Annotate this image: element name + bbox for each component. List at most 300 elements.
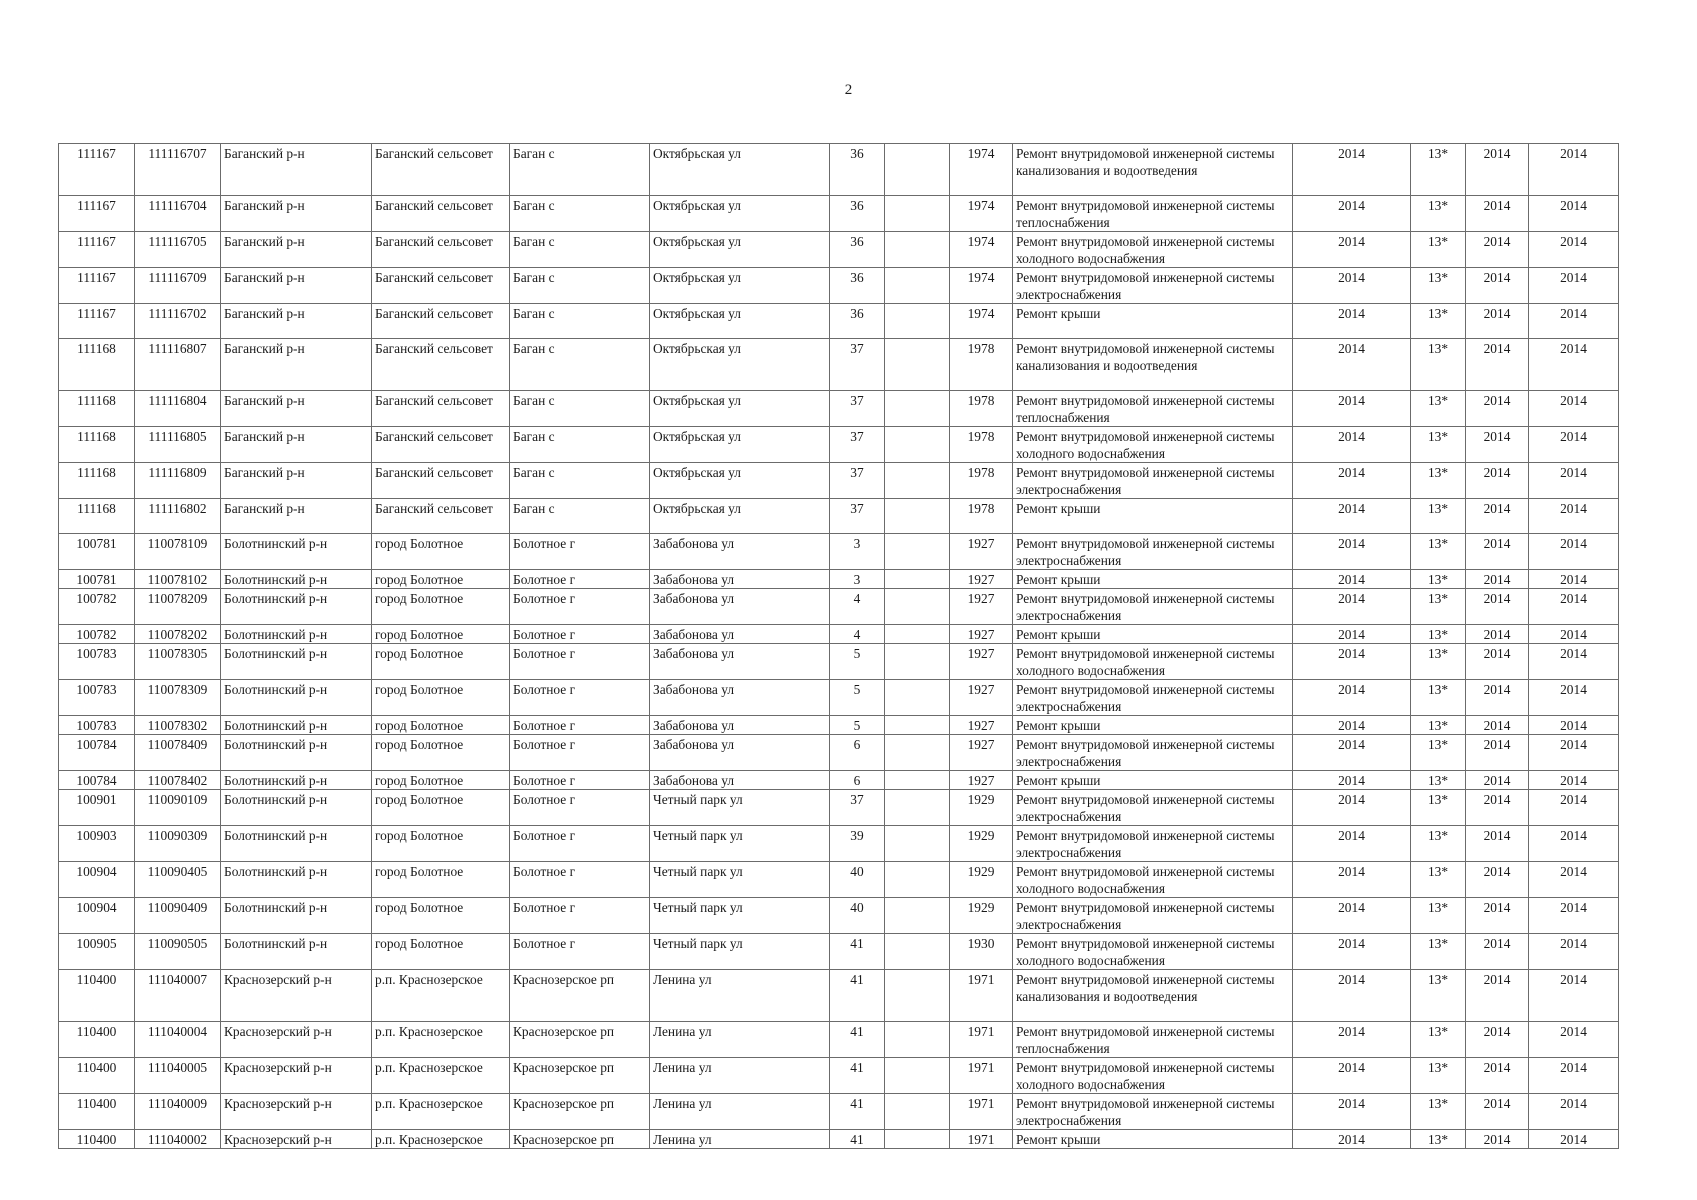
- object-code-cell: 111116702: [135, 304, 221, 339]
- tariff-cell: 13*: [1411, 304, 1466, 339]
- extra-cell: [885, 534, 950, 570]
- tariff-cell: 13*: [1411, 427, 1466, 463]
- municipality-cell: р.п. Краснозерское: [372, 1022, 510, 1058]
- table-row: [59, 196, 1619, 232]
- extra-cell: [885, 499, 950, 534]
- table-row: [59, 304, 1619, 339]
- work-type-cell: Ремонт внутридомовой инженерной системы электроснабжения: [1013, 589, 1293, 625]
- municipality-cell: город Болотное: [372, 735, 510, 771]
- district-cell: Краснозерский р-н: [221, 970, 372, 1022]
- year-start-cell: 2014: [1466, 534, 1529, 570]
- year-built-cell: 1978: [950, 463, 1013, 499]
- settlement-cell: Краснозерское рп: [510, 1130, 650, 1149]
- house-number-cell: 4: [830, 625, 885, 644]
- year-built-cell: 1971: [950, 970, 1013, 1022]
- settlement-cell: Болотное г: [510, 680, 650, 716]
- year-built-cell: 1927: [950, 771, 1013, 790]
- settlement-cell: Баган с: [510, 268, 650, 304]
- year-end-cell: 2014: [1529, 391, 1619, 427]
- tariff-cell: 13*: [1411, 826, 1466, 862]
- tariff-cell: 13*: [1411, 625, 1466, 644]
- district-cell: Баганский р-н: [221, 499, 372, 534]
- table-row: [59, 771, 1619, 790]
- work-type-cell: Ремонт внутридомовой инженерной системы холодного водоснабжения: [1013, 644, 1293, 680]
- street-cell: Октябрьская ул: [650, 339, 830, 391]
- tariff-cell: 13*: [1411, 534, 1466, 570]
- year-end-cell: 2014: [1529, 716, 1619, 735]
- table-row: [59, 144, 1619, 196]
- extra-cell: [885, 1058, 950, 1094]
- year-built-cell: 1971: [950, 1022, 1013, 1058]
- street-cell: Забабонова ул: [650, 771, 830, 790]
- year-built-cell: 1971: [950, 1130, 1013, 1149]
- municipality-cell: Баганский сельсовет: [372, 391, 510, 427]
- district-cell: Баганский р-н: [221, 339, 372, 391]
- table-row: [59, 232, 1619, 268]
- work-type-cell: Ремонт внутридомовой инженерной системы холодного водоснабжения: [1013, 862, 1293, 898]
- extra-cell: [885, 268, 950, 304]
- year-start-cell: 2014: [1466, 862, 1529, 898]
- table-row: [59, 716, 1619, 735]
- tariff-cell: 13*: [1411, 268, 1466, 304]
- municipality-cell: город Болотное: [372, 790, 510, 826]
- year-start-cell: 2014: [1466, 144, 1529, 196]
- extra-cell: [885, 570, 950, 589]
- house-number-cell: 5: [830, 716, 885, 735]
- district-cell: Баганский р-н: [221, 144, 372, 196]
- work-type-cell: Ремонт внутридомовой инженерной системы электроснабжения: [1013, 463, 1293, 499]
- object-code-cell: 111040007: [135, 970, 221, 1022]
- table-row: [59, 735, 1619, 771]
- municipality-cell: р.п. Краснозерское: [372, 970, 510, 1022]
- year-start-cell: 2014: [1466, 934, 1529, 970]
- street-cell: Октябрьская ул: [650, 232, 830, 268]
- object-code-cell: 110078209: [135, 589, 221, 625]
- year-plan-cell: 2014: [1293, 268, 1411, 304]
- year-end-cell: 2014: [1529, 771, 1619, 790]
- extra-cell: [885, 644, 950, 680]
- year-start-cell: 2014: [1466, 196, 1529, 232]
- year-start-cell: 2014: [1466, 1022, 1529, 1058]
- municipality-cell: город Болотное: [372, 898, 510, 934]
- year-end-cell: 2014: [1529, 534, 1619, 570]
- object-code-cell: 110078409: [135, 735, 221, 771]
- tariff-cell: 13*: [1411, 144, 1466, 196]
- work-type-cell: Ремонт внутридомовой инженерной системы электроснабжения: [1013, 735, 1293, 771]
- house-number-cell: 3: [830, 570, 885, 589]
- row-id-cell: 100904: [59, 898, 135, 934]
- year-end-cell: 2014: [1529, 970, 1619, 1022]
- year-plan-cell: 2014: [1293, 826, 1411, 862]
- house-number-cell: 41: [830, 1058, 885, 1094]
- work-type-cell: Ремонт внутридомовой инженерной системы холодного водоснабжения: [1013, 1058, 1293, 1094]
- year-end-cell: 2014: [1529, 735, 1619, 771]
- year-plan-cell: 2014: [1293, 1130, 1411, 1149]
- year-plan-cell: 2014: [1293, 625, 1411, 644]
- year-plan-cell: 2014: [1293, 339, 1411, 391]
- table-row: [59, 1058, 1619, 1094]
- house-number-cell: 37: [830, 790, 885, 826]
- municipality-cell: город Болотное: [372, 716, 510, 735]
- year-end-cell: 2014: [1529, 339, 1619, 391]
- row-id-cell: 111167: [59, 232, 135, 268]
- house-number-cell: 4: [830, 589, 885, 625]
- year-plan-cell: 2014: [1293, 735, 1411, 771]
- row-id-cell: 100781: [59, 534, 135, 570]
- object-code-cell: 111116802: [135, 499, 221, 534]
- year-end-cell: 2014: [1529, 268, 1619, 304]
- year-built-cell: 1978: [950, 391, 1013, 427]
- tariff-cell: 13*: [1411, 644, 1466, 680]
- object-code-cell: 111116704: [135, 196, 221, 232]
- house-number-cell: 37: [830, 463, 885, 499]
- house-number-cell: 41: [830, 1094, 885, 1130]
- municipality-cell: Баганский сельсовет: [372, 268, 510, 304]
- year-plan-cell: 2014: [1293, 499, 1411, 534]
- settlement-cell: Болотное г: [510, 771, 650, 790]
- settlement-cell: Болотное г: [510, 790, 650, 826]
- tariff-cell: 13*: [1411, 680, 1466, 716]
- year-end-cell: 2014: [1529, 680, 1619, 716]
- table-row: [59, 826, 1619, 862]
- work-type-cell: Ремонт крыши: [1013, 625, 1293, 644]
- table-row: [59, 391, 1619, 427]
- street-cell: Октябрьская ул: [650, 499, 830, 534]
- object-code-cell: 111040002: [135, 1130, 221, 1149]
- year-plan-cell: 2014: [1293, 463, 1411, 499]
- year-start-cell: 2014: [1466, 1130, 1529, 1149]
- table-row: [59, 625, 1619, 644]
- street-cell: Четный парк ул: [650, 826, 830, 862]
- row-id-cell: 110400: [59, 970, 135, 1022]
- year-built-cell: 1929: [950, 790, 1013, 826]
- year-end-cell: 2014: [1529, 144, 1619, 196]
- year-start-cell: 2014: [1466, 427, 1529, 463]
- year-plan-cell: 2014: [1293, 898, 1411, 934]
- year-start-cell: 2014: [1466, 644, 1529, 680]
- year-built-cell: 1927: [950, 735, 1013, 771]
- settlement-cell: Баган с: [510, 427, 650, 463]
- row-id-cell: 110400: [59, 1130, 135, 1149]
- year-end-cell: 2014: [1529, 589, 1619, 625]
- year-start-cell: 2014: [1466, 1094, 1529, 1130]
- municipality-cell: город Болотное: [372, 570, 510, 589]
- settlement-cell: Баган с: [510, 463, 650, 499]
- table-row: [59, 268, 1619, 304]
- district-cell: Краснозерский р-н: [221, 1022, 372, 1058]
- year-plan-cell: 2014: [1293, 680, 1411, 716]
- settlement-cell: Болотное г: [510, 716, 650, 735]
- settlement-cell: Болотное г: [510, 934, 650, 970]
- work-type-cell: Ремонт крыши: [1013, 570, 1293, 589]
- house-number-cell: 37: [830, 499, 885, 534]
- object-code-cell: 110078102: [135, 570, 221, 589]
- work-type-cell: Ремонт крыши: [1013, 304, 1293, 339]
- street-cell: Октябрьская ул: [650, 196, 830, 232]
- work-type-cell: Ремонт крыши: [1013, 1130, 1293, 1149]
- street-cell: Забабонова ул: [650, 589, 830, 625]
- tariff-cell: 13*: [1411, 1022, 1466, 1058]
- district-cell: Баганский р-н: [221, 232, 372, 268]
- house-number-cell: 5: [830, 644, 885, 680]
- street-cell: Забабонова ул: [650, 644, 830, 680]
- house-number-cell: 40: [830, 898, 885, 934]
- year-built-cell: 1927: [950, 625, 1013, 644]
- year-end-cell: 2014: [1529, 1058, 1619, 1094]
- year-built-cell: 1927: [950, 534, 1013, 570]
- year-start-cell: 2014: [1466, 391, 1529, 427]
- district-cell: Баганский р-н: [221, 427, 372, 463]
- year-built-cell: 1978: [950, 427, 1013, 463]
- year-plan-cell: 2014: [1293, 862, 1411, 898]
- table-row: [59, 898, 1619, 934]
- settlement-cell: Баган с: [510, 232, 650, 268]
- year-start-cell: 2014: [1466, 570, 1529, 589]
- tariff-cell: 13*: [1411, 934, 1466, 970]
- tariff-cell: 13*: [1411, 196, 1466, 232]
- work-type-cell: Ремонт внутридомовой инженерной системы канализования и водоотведения: [1013, 144, 1293, 196]
- tariff-cell: 13*: [1411, 232, 1466, 268]
- house-number-cell: 39: [830, 826, 885, 862]
- year-end-cell: 2014: [1529, 463, 1619, 499]
- tariff-cell: 13*: [1411, 771, 1466, 790]
- extra-cell: [885, 1130, 950, 1149]
- settlement-cell: Болотное г: [510, 534, 650, 570]
- tariff-cell: 13*: [1411, 570, 1466, 589]
- table-row: [59, 680, 1619, 716]
- year-end-cell: 2014: [1529, 304, 1619, 339]
- extra-cell: [885, 391, 950, 427]
- row-id-cell: 111168: [59, 499, 135, 534]
- settlement-cell: Болотное г: [510, 826, 650, 862]
- year-plan-cell: 2014: [1293, 1022, 1411, 1058]
- settlement-cell: Баган с: [510, 196, 650, 232]
- year-end-cell: 2014: [1529, 1022, 1619, 1058]
- table-row: [59, 499, 1619, 534]
- object-code-cell: 111116805: [135, 427, 221, 463]
- street-cell: Октябрьская ул: [650, 427, 830, 463]
- municipality-cell: город Болотное: [372, 771, 510, 790]
- extra-cell: [885, 680, 950, 716]
- municipality-cell: город Болотное: [372, 862, 510, 898]
- extra-cell: [885, 970, 950, 1022]
- extra-cell: [885, 232, 950, 268]
- year-built-cell: 1929: [950, 898, 1013, 934]
- work-type-cell: Ремонт внутридомовой инженерной системы электроснабжения: [1013, 1094, 1293, 1130]
- house-number-cell: 37: [830, 427, 885, 463]
- year-end-cell: 2014: [1529, 499, 1619, 534]
- year-plan-cell: 2014: [1293, 570, 1411, 589]
- settlement-cell: Болотное г: [510, 898, 650, 934]
- house-number-cell: 5: [830, 680, 885, 716]
- municipality-cell: р.п. Краснозерское: [372, 1094, 510, 1130]
- row-id-cell: 111167: [59, 196, 135, 232]
- year-start-cell: 2014: [1466, 970, 1529, 1022]
- street-cell: Октябрьская ул: [650, 268, 830, 304]
- year-end-cell: 2014: [1529, 862, 1619, 898]
- house-number-cell: 41: [830, 934, 885, 970]
- tariff-cell: 13*: [1411, 735, 1466, 771]
- year-end-cell: 2014: [1529, 625, 1619, 644]
- year-built-cell: 1930: [950, 934, 1013, 970]
- street-cell: Ленина ул: [650, 1130, 830, 1149]
- district-cell: Баганский р-н: [221, 304, 372, 339]
- year-built-cell: 1927: [950, 589, 1013, 625]
- district-cell: Болотнинский р-н: [221, 934, 372, 970]
- municipality-cell: Баганский сельсовет: [372, 196, 510, 232]
- extra-cell: [885, 1022, 950, 1058]
- object-code-cell: 111116809: [135, 463, 221, 499]
- year-start-cell: 2014: [1466, 898, 1529, 934]
- work-type-cell: Ремонт внутридомовой инженерной системы электроснабжения: [1013, 826, 1293, 862]
- street-cell: Забабонова ул: [650, 570, 830, 589]
- row-id-cell: 100782: [59, 625, 135, 644]
- year-end-cell: 2014: [1529, 934, 1619, 970]
- year-start-cell: 2014: [1466, 735, 1529, 771]
- municipality-cell: Баганский сельсовет: [372, 463, 510, 499]
- year-plan-cell: 2014: [1293, 1058, 1411, 1094]
- object-code-cell: 111116707: [135, 144, 221, 196]
- tariff-cell: 13*: [1411, 790, 1466, 826]
- district-cell: Болотнинский р-н: [221, 898, 372, 934]
- object-code-cell: 110090409: [135, 898, 221, 934]
- house-number-cell: 41: [830, 1022, 885, 1058]
- year-plan-cell: 2014: [1293, 144, 1411, 196]
- district-cell: Болотнинский р-н: [221, 534, 372, 570]
- house-number-cell: 37: [830, 391, 885, 427]
- table-row: [59, 570, 1619, 589]
- table-row: [59, 1130, 1619, 1149]
- street-cell: Ленина ул: [650, 970, 830, 1022]
- year-start-cell: 2014: [1466, 499, 1529, 534]
- extra-cell: [885, 427, 950, 463]
- work-type-cell: Ремонт крыши: [1013, 771, 1293, 790]
- extra-cell: [885, 589, 950, 625]
- row-id-cell: 100783: [59, 644, 135, 680]
- row-id-cell: 100782: [59, 589, 135, 625]
- year-start-cell: 2014: [1466, 826, 1529, 862]
- tariff-cell: 13*: [1411, 499, 1466, 534]
- row-id-cell: 111168: [59, 391, 135, 427]
- extra-cell: [885, 625, 950, 644]
- page-number: 2: [844, 82, 853, 98]
- municipality-cell: Баганский сельсовет: [372, 232, 510, 268]
- row-id-cell: 110400: [59, 1022, 135, 1058]
- year-end-cell: 2014: [1529, 644, 1619, 680]
- row-id-cell: 100905: [59, 934, 135, 970]
- row-id-cell: 111168: [59, 339, 135, 391]
- year-end-cell: 2014: [1529, 427, 1619, 463]
- year-start-cell: 2014: [1466, 716, 1529, 735]
- district-cell: Болотнинский р-н: [221, 716, 372, 735]
- work-type-cell: Ремонт внутридомовой инженерной системы холодного водоснабжения: [1013, 934, 1293, 970]
- district-cell: Болотнинский р-н: [221, 625, 372, 644]
- row-id-cell: 110400: [59, 1058, 135, 1094]
- street-cell: Забабонова ул: [650, 534, 830, 570]
- year-end-cell: 2014: [1529, 196, 1619, 232]
- tariff-cell: 13*: [1411, 463, 1466, 499]
- object-code-cell: 110078402: [135, 771, 221, 790]
- year-start-cell: 2014: [1466, 771, 1529, 790]
- object-code-cell: 110078109: [135, 534, 221, 570]
- year-end-cell: 2014: [1529, 826, 1619, 862]
- district-cell: Болотнинский р-н: [221, 570, 372, 589]
- year-start-cell: 2014: [1466, 463, 1529, 499]
- municipality-cell: р.п. Краснозерское: [372, 1058, 510, 1094]
- year-built-cell: 1974: [950, 144, 1013, 196]
- extra-cell: [885, 304, 950, 339]
- year-start-cell: 2014: [1466, 304, 1529, 339]
- settlement-cell: Краснозерское рп: [510, 1058, 650, 1094]
- district-cell: Болотнинский р-н: [221, 826, 372, 862]
- year-plan-cell: 2014: [1293, 644, 1411, 680]
- municipality-cell: Баганский сельсовет: [372, 339, 510, 391]
- year-built-cell: 1974: [950, 268, 1013, 304]
- year-plan-cell: 2014: [1293, 1094, 1411, 1130]
- settlement-cell: Баган с: [510, 391, 650, 427]
- extra-cell: [885, 196, 950, 232]
- district-cell: Баганский р-н: [221, 391, 372, 427]
- district-cell: Баганский р-н: [221, 463, 372, 499]
- object-code-cell: 111040004: [135, 1022, 221, 1058]
- year-built-cell: 1978: [950, 499, 1013, 534]
- row-id-cell: 100783: [59, 680, 135, 716]
- tariff-cell: 13*: [1411, 862, 1466, 898]
- extra-cell: [885, 1094, 950, 1130]
- tariff-cell: 13*: [1411, 1130, 1466, 1149]
- street-cell: Октябрьская ул: [650, 304, 830, 339]
- house-number-cell: 36: [830, 196, 885, 232]
- settlement-cell: Баган с: [510, 499, 650, 534]
- street-cell: Забабонова ул: [650, 680, 830, 716]
- tariff-cell: 13*: [1411, 716, 1466, 735]
- district-cell: Болотнинский р-н: [221, 771, 372, 790]
- house-number-cell: 36: [830, 268, 885, 304]
- year-plan-cell: 2014: [1293, 970, 1411, 1022]
- settlement-cell: Болотное г: [510, 625, 650, 644]
- municipality-cell: р.п. Краснозерское: [372, 1130, 510, 1149]
- street-cell: Октябрьская ул: [650, 391, 830, 427]
- extra-cell: [885, 771, 950, 790]
- work-type-cell: Ремонт внутридомовой инженерной системы холодного водоснабжения: [1013, 427, 1293, 463]
- extra-cell: [885, 144, 950, 196]
- row-id-cell: 100784: [59, 735, 135, 771]
- year-end-cell: 2014: [1529, 790, 1619, 826]
- tariff-cell: 13*: [1411, 970, 1466, 1022]
- row-id-cell: 111168: [59, 427, 135, 463]
- street-cell: Четный парк ул: [650, 790, 830, 826]
- settlement-cell: Болотное г: [510, 589, 650, 625]
- street-cell: Четный парк ул: [650, 934, 830, 970]
- year-built-cell: 1971: [950, 1058, 1013, 1094]
- district-cell: Болотнинский р-н: [221, 735, 372, 771]
- district-cell: Краснозерский р-н: [221, 1094, 372, 1130]
- extra-cell: [885, 716, 950, 735]
- municipality-cell: город Болотное: [372, 680, 510, 716]
- work-type-cell: Ремонт внутридомовой инженерной системы теплоснабжения: [1013, 196, 1293, 232]
- object-code-cell: 111116807: [135, 339, 221, 391]
- object-code-cell: 110078302: [135, 716, 221, 735]
- house-number-cell: 37: [830, 339, 885, 391]
- settlement-cell: Краснозерское рп: [510, 970, 650, 1022]
- year-end-cell: 2014: [1529, 898, 1619, 934]
- table-row: [59, 339, 1619, 391]
- year-end-cell: 2014: [1529, 232, 1619, 268]
- year-built-cell: 1974: [950, 196, 1013, 232]
- year-built-cell: 1971: [950, 1094, 1013, 1130]
- extra-cell: [885, 934, 950, 970]
- tariff-cell: 13*: [1411, 1094, 1466, 1130]
